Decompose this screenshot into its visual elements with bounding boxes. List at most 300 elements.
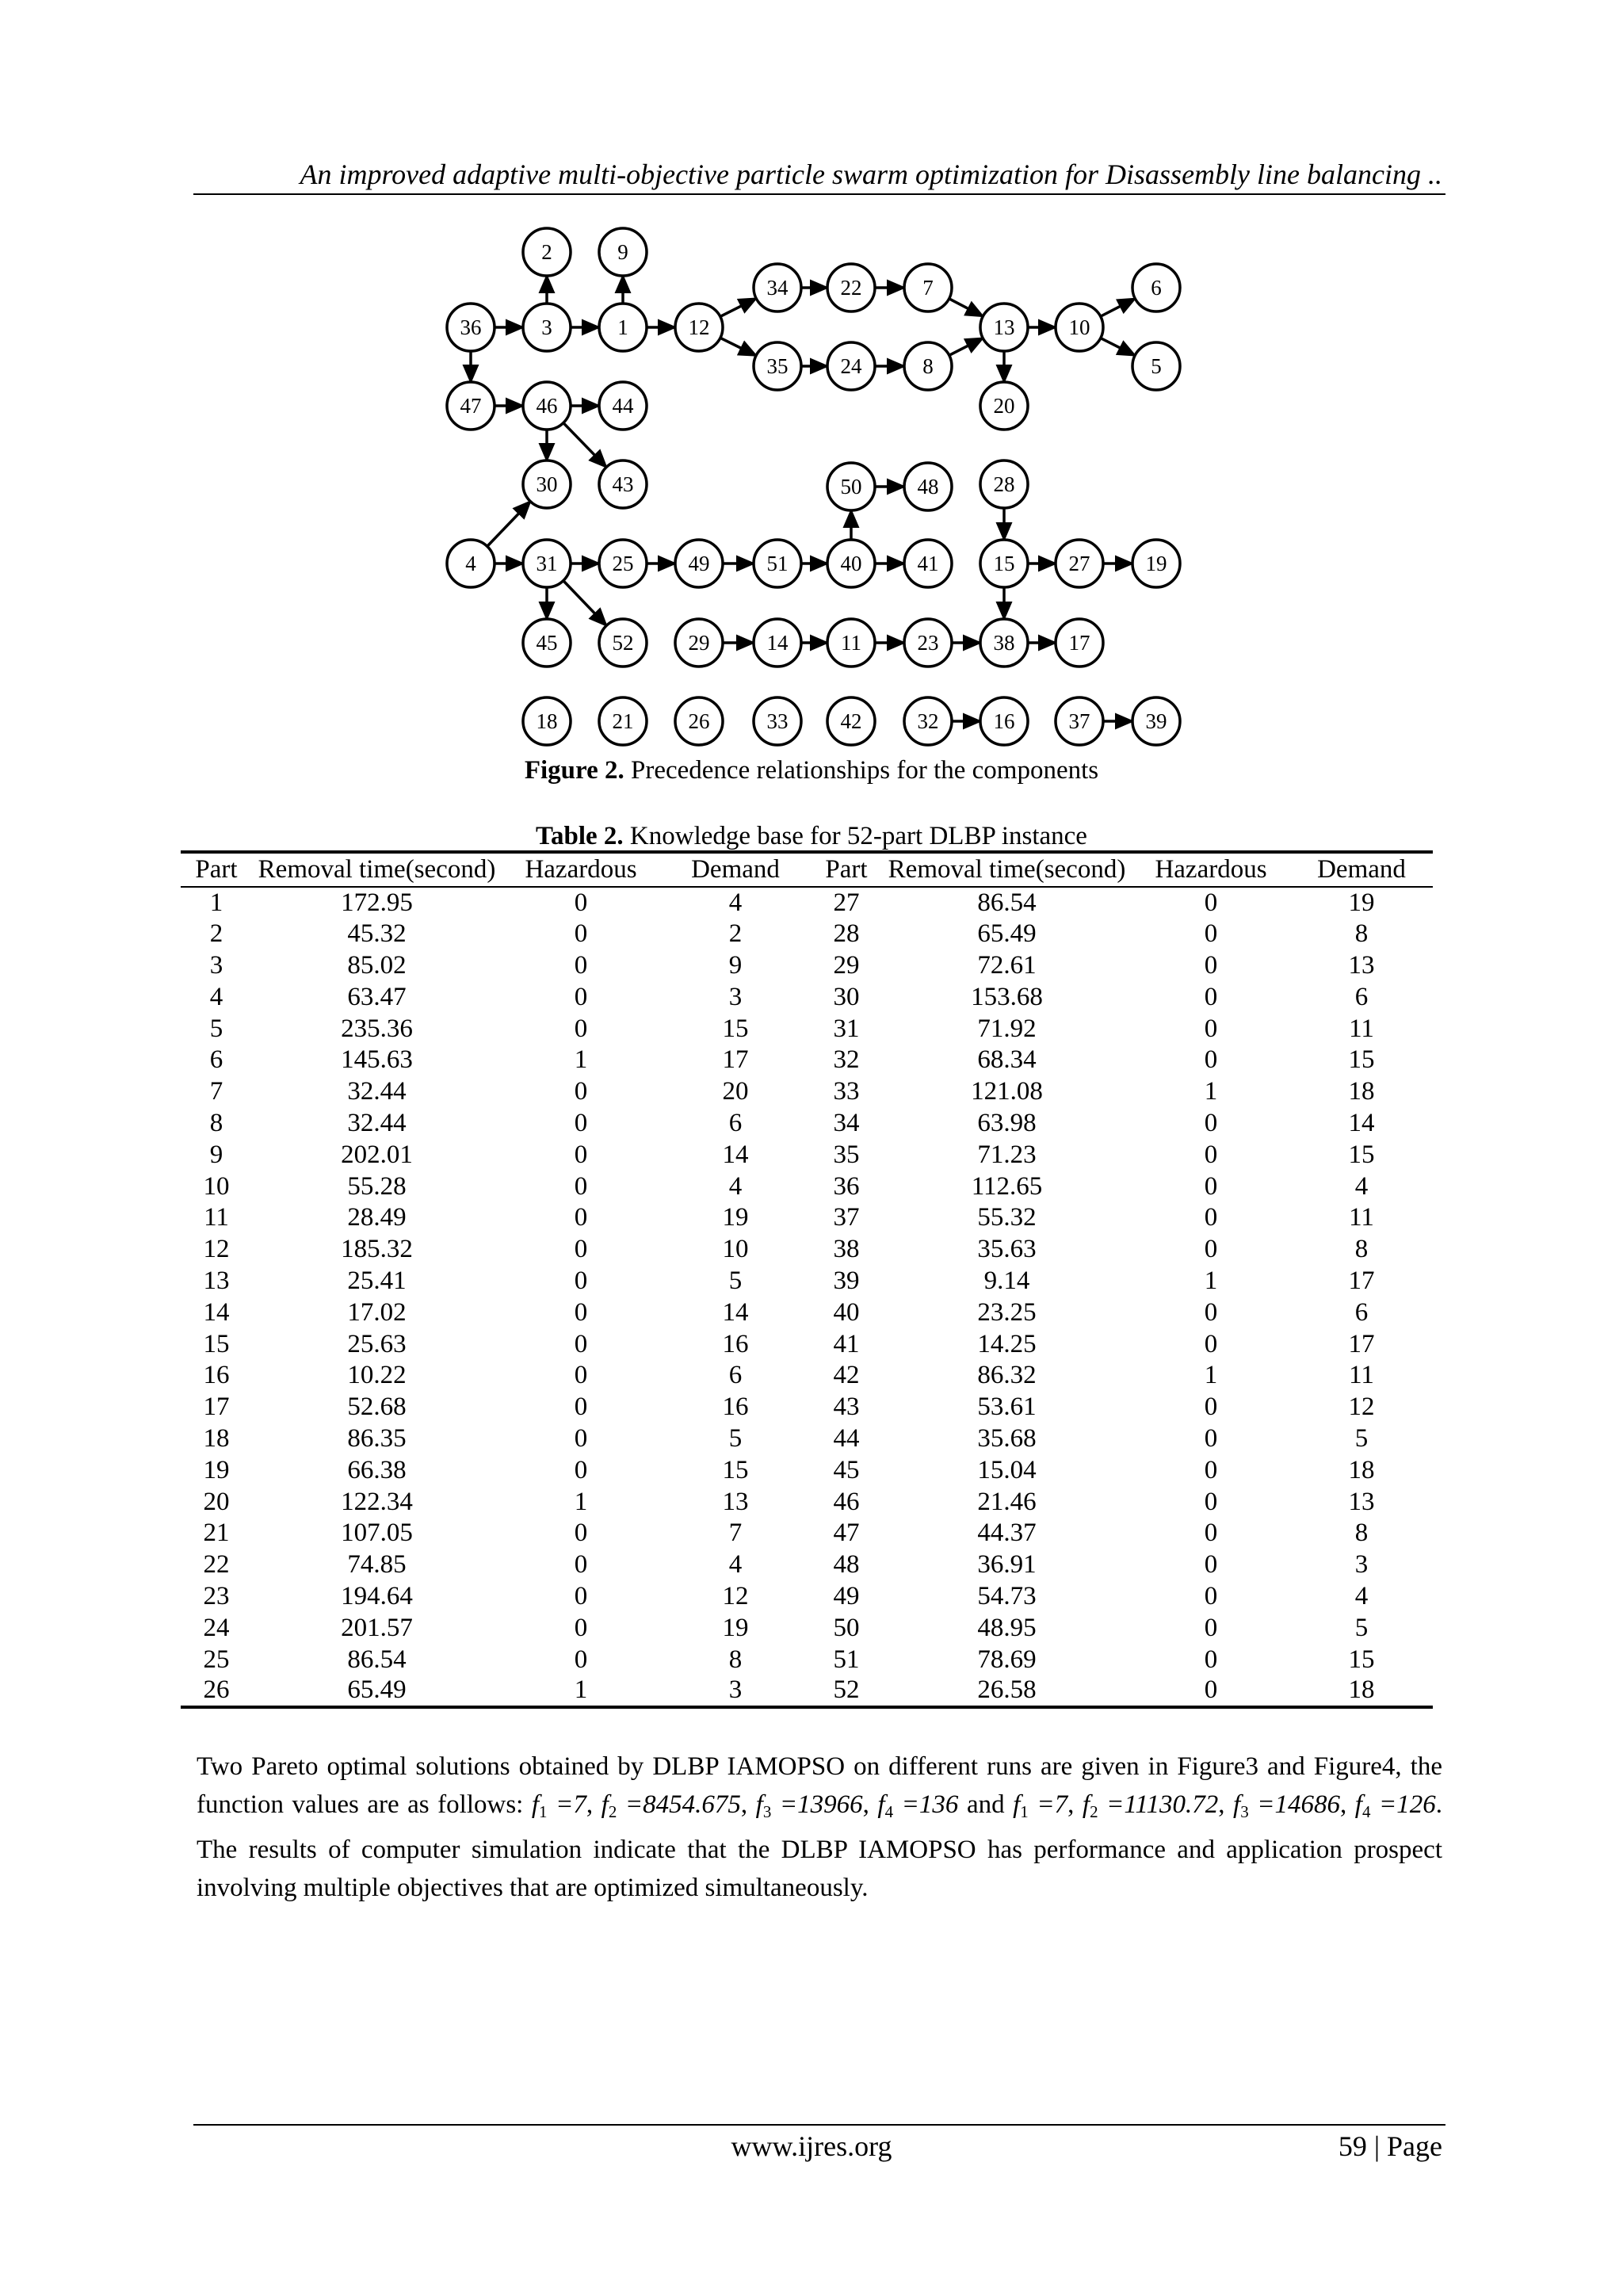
table-cell: 8 xyxy=(728,1645,743,1674)
node-label: 21 xyxy=(612,709,634,733)
node-10 xyxy=(1056,304,1103,351)
table-cell: 0 xyxy=(1204,1581,1218,1610)
node-label: 44 xyxy=(612,394,634,418)
table-cell: 15 xyxy=(722,1455,749,1484)
table-row xyxy=(181,1549,1433,1581)
table-cell: 86.35 xyxy=(347,1423,407,1453)
node-label: 31 xyxy=(536,552,558,575)
table-cell: 0 xyxy=(1204,1423,1218,1453)
node-label: 20 xyxy=(993,394,1015,418)
node-label: 51 xyxy=(766,552,789,575)
table-cell: 16 xyxy=(203,1361,230,1390)
node-label: 2 xyxy=(541,240,552,264)
node-7 xyxy=(904,264,952,311)
node-label: 40 xyxy=(840,552,862,575)
table-cell: 0 xyxy=(574,1392,588,1422)
figure-caption-text: Precedence relationships for the components xyxy=(624,756,1099,785)
node-label: 47 xyxy=(460,394,482,418)
table-cell: 17.02 xyxy=(347,1297,407,1327)
node-34 xyxy=(754,264,801,311)
node-label: 12 xyxy=(688,315,710,339)
node-label: 43 xyxy=(612,472,634,496)
footer-url[interactable]: www.ijres.org xyxy=(731,2130,892,2162)
table-cell: 86.54 xyxy=(347,1645,407,1674)
table-cell: 112.65 xyxy=(971,1171,1043,1201)
edge-4-30 xyxy=(487,502,530,546)
table-cell: 0 xyxy=(1204,888,1218,917)
table-cell: 48.95 xyxy=(977,1613,1037,1642)
table-cell: 6 xyxy=(728,1361,743,1390)
node-label: 8 xyxy=(922,354,934,378)
table-cell: 4 xyxy=(728,888,743,917)
node-label: 16 xyxy=(993,709,1015,733)
table-cell: 46 xyxy=(833,1487,860,1516)
table-cell: 32.44 xyxy=(347,1108,407,1137)
table-cell: 42 xyxy=(833,1361,860,1390)
table-cell: 0 xyxy=(1204,919,1218,949)
node-8 xyxy=(904,342,952,390)
table-cell: 15 xyxy=(1348,1045,1375,1075)
table-cell: 15.04 xyxy=(977,1455,1037,1484)
table-cell: 0 xyxy=(1204,1297,1218,1327)
node-label: 30 xyxy=(536,472,558,496)
table-cell: 0 xyxy=(1204,1455,1218,1484)
node-42 xyxy=(827,697,875,745)
node-19 xyxy=(1132,540,1180,587)
table-cell: 0 xyxy=(574,1645,588,1674)
table-cell: 4 xyxy=(1354,1171,1369,1201)
node-label: 10 xyxy=(1068,315,1090,339)
table-cell: 22 xyxy=(203,1550,230,1580)
node-label: 29 xyxy=(688,631,710,655)
table-cell: 10 xyxy=(203,1171,230,1201)
table-cell: 9 xyxy=(209,1140,223,1169)
table-header-cell: Part xyxy=(181,852,252,887)
table-cell: 8 xyxy=(209,1108,223,1137)
table-cell: 26 xyxy=(181,1675,252,1707)
table-cell: 66.38 xyxy=(347,1455,407,1484)
precedence-diagram xyxy=(0,0,1623,761)
node-40 xyxy=(827,540,875,587)
table-cell: 29 xyxy=(833,950,860,980)
table-cell: 0 xyxy=(1204,1392,1218,1422)
table-row xyxy=(181,1392,1433,1423)
table-cell: 52.68 xyxy=(347,1392,407,1422)
footer-rule xyxy=(193,2124,1445,2126)
table-cell: 0 xyxy=(574,950,588,980)
table-row xyxy=(181,1423,1433,1455)
table-cell: 2 xyxy=(209,919,223,949)
table-cell: 11 xyxy=(1349,1014,1374,1043)
node-49 xyxy=(675,540,723,587)
table-cell: 13 xyxy=(1348,1487,1375,1516)
table-cell: 0 xyxy=(574,1108,588,1137)
table-cell: 39 xyxy=(833,1266,860,1295)
table-row xyxy=(181,1518,1433,1549)
table-cell: 55.32 xyxy=(977,1203,1037,1232)
table-cell: 18 xyxy=(1290,1675,1433,1707)
table-cell: 122.34 xyxy=(341,1487,413,1516)
table-cell: 0 xyxy=(1204,1487,1218,1516)
node-13 xyxy=(980,304,1028,351)
table-body xyxy=(181,887,1433,1707)
node-1 xyxy=(599,304,647,351)
table-cell: 25.41 xyxy=(347,1266,407,1295)
table-cell: 85.02 xyxy=(347,950,407,980)
table-cell: 1 xyxy=(1204,1266,1218,1295)
table-cell: 65.49 xyxy=(977,919,1037,949)
table-cell: 45 xyxy=(833,1455,860,1484)
table-row xyxy=(181,1045,1433,1076)
knowledge-base-table xyxy=(181,850,1433,1709)
table-cell: 50 xyxy=(833,1613,860,1642)
node-label: 48 xyxy=(917,475,939,499)
table-cell: 49 xyxy=(833,1581,860,1610)
table-cell: 19 xyxy=(722,1613,749,1642)
table-header-cell: Removal time(second) xyxy=(252,852,502,887)
table-cell: 6 xyxy=(1354,982,1369,1011)
table-cell: 30 xyxy=(833,982,860,1011)
node-14 xyxy=(754,619,801,667)
table-cell: 0 xyxy=(1204,1550,1218,1580)
table-cell: 3 xyxy=(1354,1550,1369,1580)
table-cell: 24 xyxy=(203,1613,230,1642)
table-cell: 21 xyxy=(203,1519,230,1548)
node-label: 7 xyxy=(922,276,934,300)
table-cell: 0 xyxy=(574,1297,588,1327)
table-cell: 41 xyxy=(833,1329,860,1358)
table-header-cell: Hazardous xyxy=(502,852,660,887)
table-cell: 47 xyxy=(833,1519,860,1548)
edge-8-13 xyxy=(949,338,983,355)
page-number: 59 | Page xyxy=(1338,2130,1442,2162)
node-label: 42 xyxy=(840,709,862,733)
node-label: 22 xyxy=(840,276,862,300)
table-cell: 35.68 xyxy=(977,1423,1037,1453)
table-cell: 8 xyxy=(1354,1519,1369,1548)
table-cell: 13 xyxy=(1348,950,1375,980)
table-cell: 6 xyxy=(1354,1297,1369,1327)
table-cell: 63.47 xyxy=(347,982,407,1011)
table-cell: 6 xyxy=(209,1045,223,1075)
table-row xyxy=(181,1171,1433,1202)
node-23 xyxy=(904,619,952,667)
table-cell: 65.49 xyxy=(252,1675,502,1707)
table-cell: 0 xyxy=(574,1519,588,1548)
table-cell: 32 xyxy=(833,1045,860,1075)
table-cell: 0 xyxy=(1204,1045,1218,1075)
table-cell: 3 xyxy=(209,950,223,980)
table-row xyxy=(181,1328,1433,1360)
table-header-cell: Removal time(second) xyxy=(882,852,1132,887)
table-cell: 172.95 xyxy=(341,888,413,917)
table-cell: 8 xyxy=(1354,919,1369,949)
table-cell: 0 xyxy=(574,1361,588,1390)
table-cell: 15 xyxy=(203,1329,230,1358)
table-cell: 0 xyxy=(1204,982,1218,1011)
table-row xyxy=(181,919,1433,950)
node-label: 32 xyxy=(917,709,939,733)
table-cell: 38 xyxy=(833,1235,860,1264)
table-cell: 72.61 xyxy=(977,950,1037,980)
table-cell: 55.28 xyxy=(347,1171,407,1201)
node-label: 26 xyxy=(688,709,710,733)
table-cell: 23 xyxy=(203,1581,230,1610)
table-cell: 4 xyxy=(728,1550,743,1580)
table-row xyxy=(181,1644,1433,1675)
table-cell: 145.63 xyxy=(341,1045,413,1075)
node-label: 49 xyxy=(688,552,710,575)
table-cell: 16 xyxy=(722,1329,749,1358)
node-45 xyxy=(523,619,571,667)
table-cell: 21.46 xyxy=(977,1487,1037,1516)
node-label: 36 xyxy=(460,315,482,339)
node-12 xyxy=(675,304,723,351)
table-header-cell: Demand xyxy=(1290,852,1433,887)
table-cell: 18 xyxy=(1348,1455,1375,1484)
table-cell: 35.63 xyxy=(977,1235,1037,1264)
node-label: 14 xyxy=(766,631,789,655)
node-label: 1 xyxy=(617,315,628,339)
table-cell: 63.98 xyxy=(977,1108,1037,1137)
table-header-cell: Hazardous xyxy=(1132,852,1290,887)
table-row xyxy=(181,1360,1433,1392)
table-cell: 36.91 xyxy=(977,1550,1037,1580)
table-cell: 11 xyxy=(1349,1361,1374,1390)
table-cell: 0 xyxy=(574,1423,588,1453)
table-cell: 0 xyxy=(574,1613,588,1642)
table-cell: 6 xyxy=(728,1108,743,1137)
table-cell: 0 xyxy=(574,1203,588,1232)
node-label: 13 xyxy=(993,315,1015,339)
node-label: 28 xyxy=(993,472,1015,496)
node-48 xyxy=(904,463,952,510)
table-row xyxy=(181,1108,1433,1140)
table-row xyxy=(181,1013,1433,1045)
node-label: 39 xyxy=(1145,709,1167,733)
table-cell: 185.32 xyxy=(341,1235,413,1264)
node-2 xyxy=(523,228,571,276)
results-paragraph: Two Pareto optimal solutions obtained by DLBP IAMOPSO on different runs are given in Figure3 and Figure4, the function values are as follows: $f_1 =7$, $f_2 =8454.675$, $f_3 =13966$, $f_4 =136$ and $f_1 =7$, $f_2 =11130.72$, $f_3 =14686$, $f_4 =126$. The results of computer simulation indicate that the DLBP IAMOPSO has performance and application prospect involving multiple objectives that are optimized simultaneously. xyxy=(197,1752,1443,1902)
table-cell: 25 xyxy=(203,1645,230,1674)
table-cell: 14.25 xyxy=(977,1329,1037,1358)
node-26 xyxy=(675,697,723,745)
table-cell: 3 xyxy=(728,982,743,1011)
node-label: 15 xyxy=(993,552,1015,575)
table-cell: 18 xyxy=(1348,1077,1375,1106)
node-24 xyxy=(827,342,875,390)
table-cell: 11 xyxy=(1349,1203,1374,1232)
table-cell: 0 xyxy=(574,1014,588,1043)
table-row xyxy=(181,981,1433,1013)
table-cell: 0 xyxy=(574,1235,588,1264)
table-cell: 51 xyxy=(833,1645,860,1674)
table-cell: 33 xyxy=(833,1077,860,1106)
node-33 xyxy=(754,697,801,745)
node-15 xyxy=(980,540,1028,587)
table-cell: 27 xyxy=(833,888,860,917)
table-cell: 86.54 xyxy=(977,888,1037,917)
table-cell: 43 xyxy=(833,1392,860,1422)
table-row xyxy=(181,1202,1433,1234)
table-cell: 7 xyxy=(728,1519,743,1548)
table-cell: 5 xyxy=(209,1014,223,1043)
node-label: 18 xyxy=(536,709,558,733)
table-cell: 121.08 xyxy=(971,1077,1043,1106)
table-cell: 71.92 xyxy=(977,1014,1037,1043)
table-cell: 0 xyxy=(574,1581,588,1610)
table-cell: 13 xyxy=(203,1266,230,1295)
table-label: Table 2. xyxy=(536,822,624,850)
table-cell: 35 xyxy=(833,1140,860,1169)
table-cell: 107.05 xyxy=(341,1519,413,1548)
node-label: 17 xyxy=(1068,631,1090,655)
table-cell: 153.68 xyxy=(971,982,1043,1011)
node-47 xyxy=(447,382,495,430)
table-cell: 78.69 xyxy=(977,1645,1037,1674)
node-36 xyxy=(447,304,495,351)
table-cell: 17 xyxy=(1348,1329,1375,1358)
node-30 xyxy=(523,460,571,508)
table-row xyxy=(181,1612,1433,1644)
table-cell: 5 xyxy=(728,1266,743,1295)
node-35 xyxy=(754,342,801,390)
node-label: 4 xyxy=(465,552,476,575)
node-label: 46 xyxy=(536,394,558,418)
node-label: 45 xyxy=(536,631,558,655)
table-row xyxy=(181,1266,1433,1297)
table-cell: 54.73 xyxy=(977,1581,1037,1610)
table-header-row xyxy=(181,852,1433,887)
edge-10-5 xyxy=(1101,338,1135,355)
node-label: 6 xyxy=(1151,276,1162,300)
node-label: 9 xyxy=(617,240,628,264)
node-29 xyxy=(675,619,723,667)
table-cell: 4 xyxy=(209,982,223,1011)
table-cell: 4 xyxy=(728,1171,743,1201)
table-cell: 194.64 xyxy=(341,1581,413,1610)
edge-46-43 xyxy=(563,423,606,467)
table-cell: 0 xyxy=(574,982,588,1011)
table-cell: 17 xyxy=(722,1045,749,1075)
table-cell: 0 xyxy=(574,1077,588,1106)
table-cell: 44.37 xyxy=(977,1519,1037,1548)
table-cell: 0 xyxy=(1204,1329,1218,1358)
table-cell: 16 xyxy=(722,1392,749,1422)
node-41 xyxy=(904,540,952,587)
table-cell: 14 xyxy=(1348,1108,1375,1137)
table-cell: 19 xyxy=(203,1455,230,1484)
table-row xyxy=(181,950,1433,982)
node-44 xyxy=(599,382,647,430)
table-cell: 15 xyxy=(722,1014,749,1043)
edge-12-34 xyxy=(720,299,756,317)
table-cell: 14 xyxy=(722,1140,749,1169)
table-cell: 0 xyxy=(574,1329,588,1358)
table-cell: 52 xyxy=(811,1675,882,1707)
table-cell: 0 xyxy=(1204,1235,1218,1264)
node-37 xyxy=(1056,697,1103,745)
figure-caption xyxy=(0,753,1623,788)
node-18 xyxy=(523,697,571,745)
node-label: 19 xyxy=(1145,552,1167,575)
table-cell: 0 xyxy=(1204,1014,1218,1043)
table-row xyxy=(181,1486,1433,1518)
table-cell: 235.36 xyxy=(341,1014,413,1043)
table-header-cell: Part xyxy=(811,852,882,887)
table-cell: 0 xyxy=(574,1140,588,1169)
node-28 xyxy=(980,460,1028,508)
node-17 xyxy=(1056,619,1103,667)
table-cell: 2 xyxy=(728,919,743,949)
node-5 xyxy=(1132,342,1180,390)
table-cell: 0 xyxy=(1204,1171,1218,1201)
edge-10-6 xyxy=(1101,299,1135,316)
table-cell: 0 xyxy=(574,919,588,949)
node-label: 27 xyxy=(1068,552,1090,575)
table-cell: 1 xyxy=(574,1045,588,1075)
node-label: 3 xyxy=(541,315,552,339)
table-cell: 34 xyxy=(833,1108,860,1137)
table-cell: 37 xyxy=(833,1203,860,1232)
table-cell: 5 xyxy=(1354,1613,1369,1642)
table-cell: 20 xyxy=(722,1077,749,1106)
table-caption xyxy=(0,819,1623,854)
table-cell: 11 xyxy=(204,1203,229,1232)
node-16 xyxy=(980,697,1028,745)
node-38 xyxy=(980,619,1028,667)
edge-31-52 xyxy=(563,581,606,625)
table-cell: 26.58 xyxy=(882,1675,1132,1707)
table-cell: 9 xyxy=(728,950,743,980)
table-cell: 202.01 xyxy=(341,1140,413,1169)
table-cell: 44 xyxy=(833,1423,860,1453)
table-cell: 1 xyxy=(1204,1077,1218,1106)
figure-label: Figure 2. xyxy=(524,756,624,785)
table-cell: 28.49 xyxy=(347,1203,407,1232)
table-cell: 14 xyxy=(203,1297,230,1327)
table-cell: 1 xyxy=(209,888,223,917)
node-20 xyxy=(980,382,1028,430)
table-cell: 19 xyxy=(722,1203,749,1232)
table-cell: 17 xyxy=(203,1392,230,1422)
table-cell: 36 xyxy=(833,1171,860,1201)
table-row xyxy=(181,1076,1433,1108)
edge-12-35 xyxy=(720,338,755,355)
table-cell: 71.23 xyxy=(977,1140,1037,1169)
node-label: 23 xyxy=(917,631,939,655)
node-label: 35 xyxy=(766,354,789,378)
table-row xyxy=(181,1139,1433,1171)
table-cell: 12 xyxy=(722,1581,749,1610)
table-row xyxy=(181,1675,1433,1707)
table-cell: 25.63 xyxy=(347,1329,407,1358)
node-50 xyxy=(827,463,875,510)
table-cell: 4 xyxy=(1354,1581,1369,1610)
node-3 xyxy=(523,304,571,351)
node-21 xyxy=(599,697,647,745)
table-cell: 0 xyxy=(1204,1203,1218,1232)
node-label: 11 xyxy=(841,631,861,655)
table-row xyxy=(181,887,1433,919)
table-cell: 68.34 xyxy=(977,1045,1037,1075)
table-cell: 10 xyxy=(722,1235,749,1264)
table-cell: 1 xyxy=(502,1675,660,1707)
table-cell: 18 xyxy=(203,1423,230,1453)
table-cell: 8 xyxy=(1354,1235,1369,1264)
node-label: 37 xyxy=(1068,709,1090,733)
node-32 xyxy=(904,697,952,745)
